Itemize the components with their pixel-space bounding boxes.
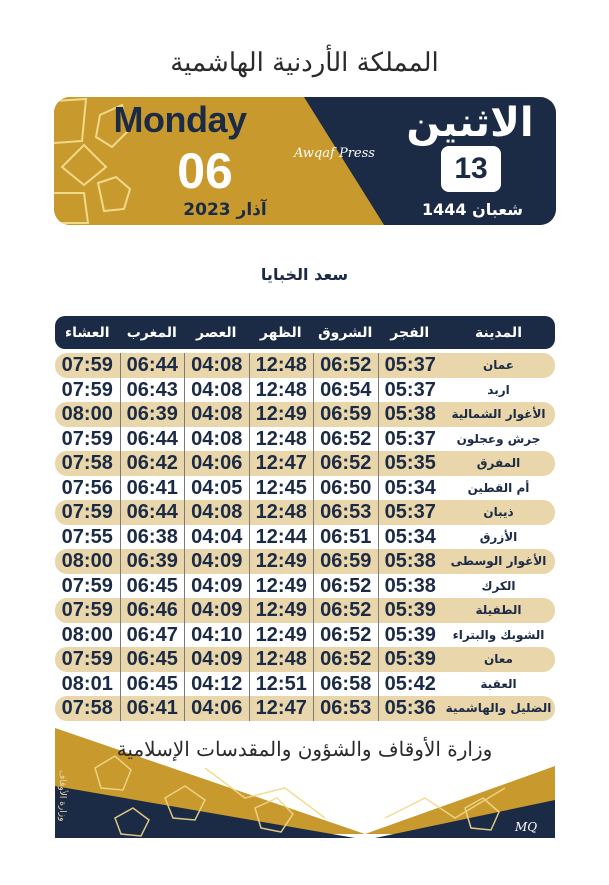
hijri-day: 13: [441, 146, 501, 192]
time-isha: 07:58: [61, 452, 113, 474]
time-maghrib: 06:41: [120, 476, 185, 501]
kingdom-title: المملكة الأردنية الهاشمية: [170, 48, 439, 78]
time-maghrib: 06:42: [120, 451, 185, 476]
time-dhuhr: 12:48: [249, 427, 314, 452]
time-fajr: 05:37: [378, 353, 443, 378]
time-maghrib: 06:44: [120, 500, 185, 525]
table-body: [55, 353, 555, 721]
hijri-month-year: شعبان 1444: [421, 200, 524, 219]
time-sunrise: 06:52: [313, 574, 378, 599]
time-maghrib: 06:39: [120, 549, 185, 574]
time-isha: 07:59: [61, 354, 113, 376]
time-sunrise: 06:54: [313, 378, 378, 403]
time-maghrib: 06:44: [120, 427, 185, 452]
time-sunrise: 06:53: [313, 500, 378, 525]
time-isha: 08:00: [61, 403, 113, 425]
time-isha: 08:00: [61, 623, 113, 646]
city-name: جرش وعجلون: [456, 431, 541, 446]
time-asr: 04:08: [184, 378, 249, 403]
time-maghrib: 06:45: [120, 647, 185, 672]
table-row: [55, 623, 555, 648]
column-header-isha: العشاء: [64, 324, 110, 341]
column-header-asr: العصر: [196, 324, 237, 341]
city-name: الأزرق: [479, 529, 518, 544]
day-name-arabic: الاثنين: [406, 100, 534, 146]
time-asr: 04:08: [184, 427, 249, 452]
time-asr: 04:06: [184, 451, 249, 476]
time-dhuhr: 12:49: [249, 574, 314, 599]
time-fajr: 05:39: [378, 598, 443, 623]
time-isha: 08:00: [61, 550, 113, 572]
time-asr: 04:10: [184, 623, 249, 648]
time-isha: 07:55: [61, 525, 113, 548]
time-maghrib: 06:41: [120, 696, 185, 721]
time-asr: 04:06: [184, 696, 249, 721]
table-row: [55, 525, 555, 550]
time-isha: 07:59: [61, 427, 113, 450]
time-sunrise: 06:59: [313, 549, 378, 574]
table-row: [55, 647, 555, 672]
time-dhuhr: 12:44: [249, 525, 314, 550]
time-fajr: 05:42: [378, 672, 443, 697]
signature: MQ: [515, 820, 538, 834]
time-isha: 07:59: [61, 648, 113, 670]
city-name: الكرك: [481, 578, 516, 593]
city-name: العقبة: [480, 676, 517, 691]
time-dhuhr: 12:48: [249, 647, 314, 672]
time-maghrib: 06:44: [120, 353, 185, 378]
table-row: [55, 549, 555, 574]
table-header: [55, 316, 555, 349]
time-fajr: 05:37: [378, 378, 443, 403]
table-row: [55, 402, 555, 427]
time-fajr: 05:36: [378, 696, 443, 721]
location-label: سعد الخبايا: [260, 265, 349, 284]
time-dhuhr: 12:49: [249, 402, 314, 427]
time-isha: 08:01: [61, 672, 113, 695]
time-dhuhr: 12:51: [249, 672, 314, 697]
time-dhuhr: 12:49: [249, 623, 314, 648]
time-fajr: 05:35: [378, 451, 443, 476]
gregorian-month-year: آذار 2023: [183, 200, 267, 220]
time-asr: 04:05: [184, 476, 249, 501]
column-header-dhuhr: الظهر: [259, 324, 302, 341]
time-asr: 04:09: [184, 574, 249, 599]
time-asr: 04:04: [184, 525, 249, 550]
time-maghrib: 06:47: [120, 623, 185, 648]
time-fajr: 05:37: [378, 427, 443, 452]
time-isha: 07:56: [61, 476, 113, 499]
time-fajr: 05:38: [378, 549, 443, 574]
time-sunrise: 06:52: [313, 598, 378, 623]
time-dhuhr: 12:48: [249, 500, 314, 525]
table-row: [55, 574, 555, 599]
time-dhuhr: 12:48: [249, 353, 314, 378]
time-sunrise: 06:52: [313, 427, 378, 452]
time-asr: 04:09: [184, 647, 249, 672]
table-row: [55, 476, 555, 501]
time-fajr: 05:38: [378, 574, 443, 599]
column-header-fajr: الفجر: [390, 324, 430, 341]
gregorian-day: 06: [177, 143, 233, 199]
time-isha: 07:58: [61, 697, 113, 719]
time-asr: 04:09: [184, 549, 249, 574]
city-name: الطفيلة: [475, 603, 522, 618]
time-fajr: 05:39: [378, 647, 443, 672]
time-asr: 04:08: [184, 500, 249, 525]
time-maghrib: 06:43: [120, 378, 185, 403]
time-fajr: 05:38: [378, 402, 443, 427]
city-name: عمان: [483, 358, 514, 373]
city-name: اربد: [487, 382, 510, 397]
time-asr: 04:12: [184, 672, 249, 697]
time-isha: 07:59: [61, 378, 113, 401]
table-row: [55, 378, 555, 403]
side-text: وزارة الأوقاف: [57, 770, 67, 822]
city-name: ذيبان: [483, 505, 514, 520]
time-dhuhr: 12:48: [249, 378, 314, 403]
day-name-english: Monday: [113, 99, 247, 140]
time-fajr: 05:34: [378, 476, 443, 501]
city-name: المفرق: [476, 456, 521, 471]
city-name: أم القطين: [467, 480, 530, 495]
time-sunrise: 06:59: [313, 402, 378, 427]
time-asr: 04:09: [184, 598, 249, 623]
time-sunrise: 06:53: [313, 696, 378, 721]
time-dhuhr: 12:49: [249, 598, 314, 623]
time-sunrise: 06:58: [313, 672, 378, 697]
ministry-title: وزارة الأوقاف والشؤون والمقدسات الإسلامية: [116, 737, 493, 761]
time-sunrise: 06:52: [313, 623, 378, 648]
table-row: [55, 451, 555, 476]
time-dhuhr: 12:47: [249, 696, 314, 721]
time-isha: 07:59: [61, 599, 113, 621]
time-fajr: 05:39: [378, 623, 443, 648]
time-sunrise: 06:52: [313, 647, 378, 672]
time-fajr: 05:34: [378, 525, 443, 550]
time-dhuhr: 12:47: [249, 451, 314, 476]
time-asr: 04:08: [184, 402, 249, 427]
time-dhuhr: 12:49: [249, 549, 314, 574]
time-fajr: 05:37: [378, 500, 443, 525]
city-name: معان: [484, 652, 513, 667]
time-maghrib: 06:39: [120, 402, 185, 427]
table-row: [55, 427, 555, 452]
time-isha: 07:59: [61, 501, 113, 523]
time-maghrib: 06:46: [120, 598, 185, 623]
time-dhuhr: 12:45: [249, 476, 314, 501]
time-isha: 07:59: [61, 574, 113, 597]
watermark: Awqaf Press: [294, 146, 375, 161]
time-maghrib: 06:45: [120, 574, 185, 599]
city-name: الأغوار الشمالية: [451, 407, 546, 422]
table-row: [55, 598, 555, 623]
column-header-maghrib: المغرب: [126, 324, 177, 341]
time-sunrise: 06:50: [313, 476, 378, 501]
table-row: [55, 696, 555, 721]
city-name: الأغوار الوسطى: [450, 554, 547, 569]
time-maghrib: 06:45: [120, 672, 185, 697]
time-sunrise: 06:52: [313, 353, 378, 378]
column-header-sunrise: الشروق: [318, 324, 373, 341]
city-name: الشوبك والبتراء: [452, 627, 545, 642]
table-row: [55, 500, 555, 525]
column-header-city: المدينة: [475, 324, 522, 341]
time-maghrib: 06:38: [120, 525, 185, 550]
time-sunrise: 06:52: [313, 451, 378, 476]
table-row: [55, 353, 555, 378]
time-asr: 04:08: [184, 353, 249, 378]
prayer-times-table: [55, 316, 555, 721]
table-row: [55, 672, 555, 697]
city-name: الضليل والهاشمية: [445, 701, 552, 716]
time-sunrise: 06:51: [313, 525, 378, 550]
